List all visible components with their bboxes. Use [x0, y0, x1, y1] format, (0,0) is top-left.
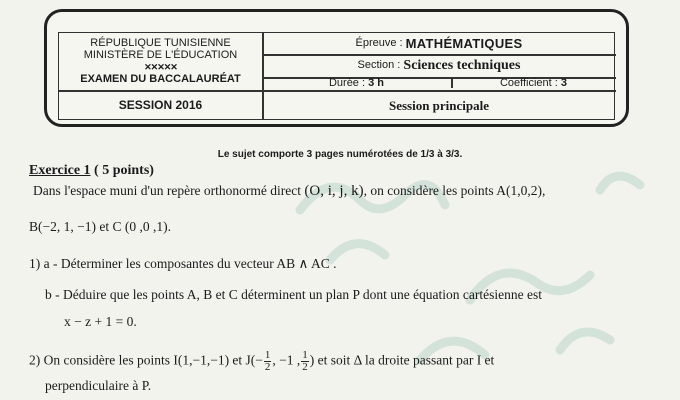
- epreuve-value: MATHÉMATIQUES: [405, 36, 523, 51]
- header-left-block: [59, 33, 262, 90]
- coef-value: 3: [560, 77, 568, 89]
- intro-text: Dans l'espace muni d'un repère orthonormé direct: [33, 183, 302, 198]
- exam-header: [44, 9, 629, 127]
- question-2-start: 2) On considère les points I(1,−1,−1) et J(−: [29, 352, 263, 368]
- frame-notation: (O, i, j, k): [304, 183, 364, 199]
- intro-text-end: , on considère les points A(1,0,2),: [363, 183, 546, 198]
- epreuve-label: Épreuve :: [355, 37, 403, 49]
- emblem-stars: ✕✕✕✕✕: [144, 62, 177, 72]
- exercise-intro: [33, 183, 545, 200]
- exam-label: EXAMEN DU BACCALAURÉAT: [80, 73, 241, 85]
- duree-label: Durée :: [328, 77, 366, 89]
- session-type: Session principale: [388, 97, 490, 113]
- question-2: [29, 350, 494, 373]
- exercise-points: ( 5 points): [94, 163, 154, 178]
- section-value: Sciences techniques: [403, 58, 521, 73]
- section-label: Section :: [357, 59, 401, 71]
- subject-note: Le sujet comporte 3 pages numérotées de 1/3 à 3/3.: [217, 149, 463, 160]
- question-2-mid: , −1 ,: [272, 352, 301, 368]
- coef-label: Coefficient :: [499, 77, 558, 89]
- exercise-name: Exercice 1: [29, 163, 91, 178]
- duree-row: [262, 77, 451, 90]
- epreuve-row: [262, 33, 616, 54]
- country-label: RÉPUBLIQUE TUNISIENNE: [90, 37, 231, 49]
- header-table: [58, 32, 615, 120]
- exercise-title: [29, 163, 154, 179]
- coef-row: [451, 77, 616, 90]
- duree-value: 3 h: [368, 77, 385, 89]
- question-1b: b - Déduire que les points A, B et C déterminent un plan P dont une équation cartésienne est: [45, 287, 543, 302]
- fraction-one-half-2: $\frac{1}{2}$: [302, 349, 308, 373]
- session-year: SESSION 2016: [118, 97, 203, 112]
- question-1a: 1) a - Déterminer les composantes du vecteur AB ∧ AC .: [29, 256, 337, 271]
- fraction-one-half: $\frac{1}{2}$: [264, 349, 271, 373]
- question-2-continuation: perpendiculaire à P.: [45, 378, 152, 393]
- section-row: [262, 54, 616, 77]
- ministry-label: MINISTÈRE DE L'ÉDUCATION: [83, 49, 238, 61]
- plane-equation: x − z + 1 = 0.: [64, 314, 137, 329]
- question-2-end: ) et soit Δ la droite passant par I et: [309, 352, 495, 368]
- points-line: B(−2, 1, −1) et C (0 ,0 ,1).: [29, 219, 171, 234]
